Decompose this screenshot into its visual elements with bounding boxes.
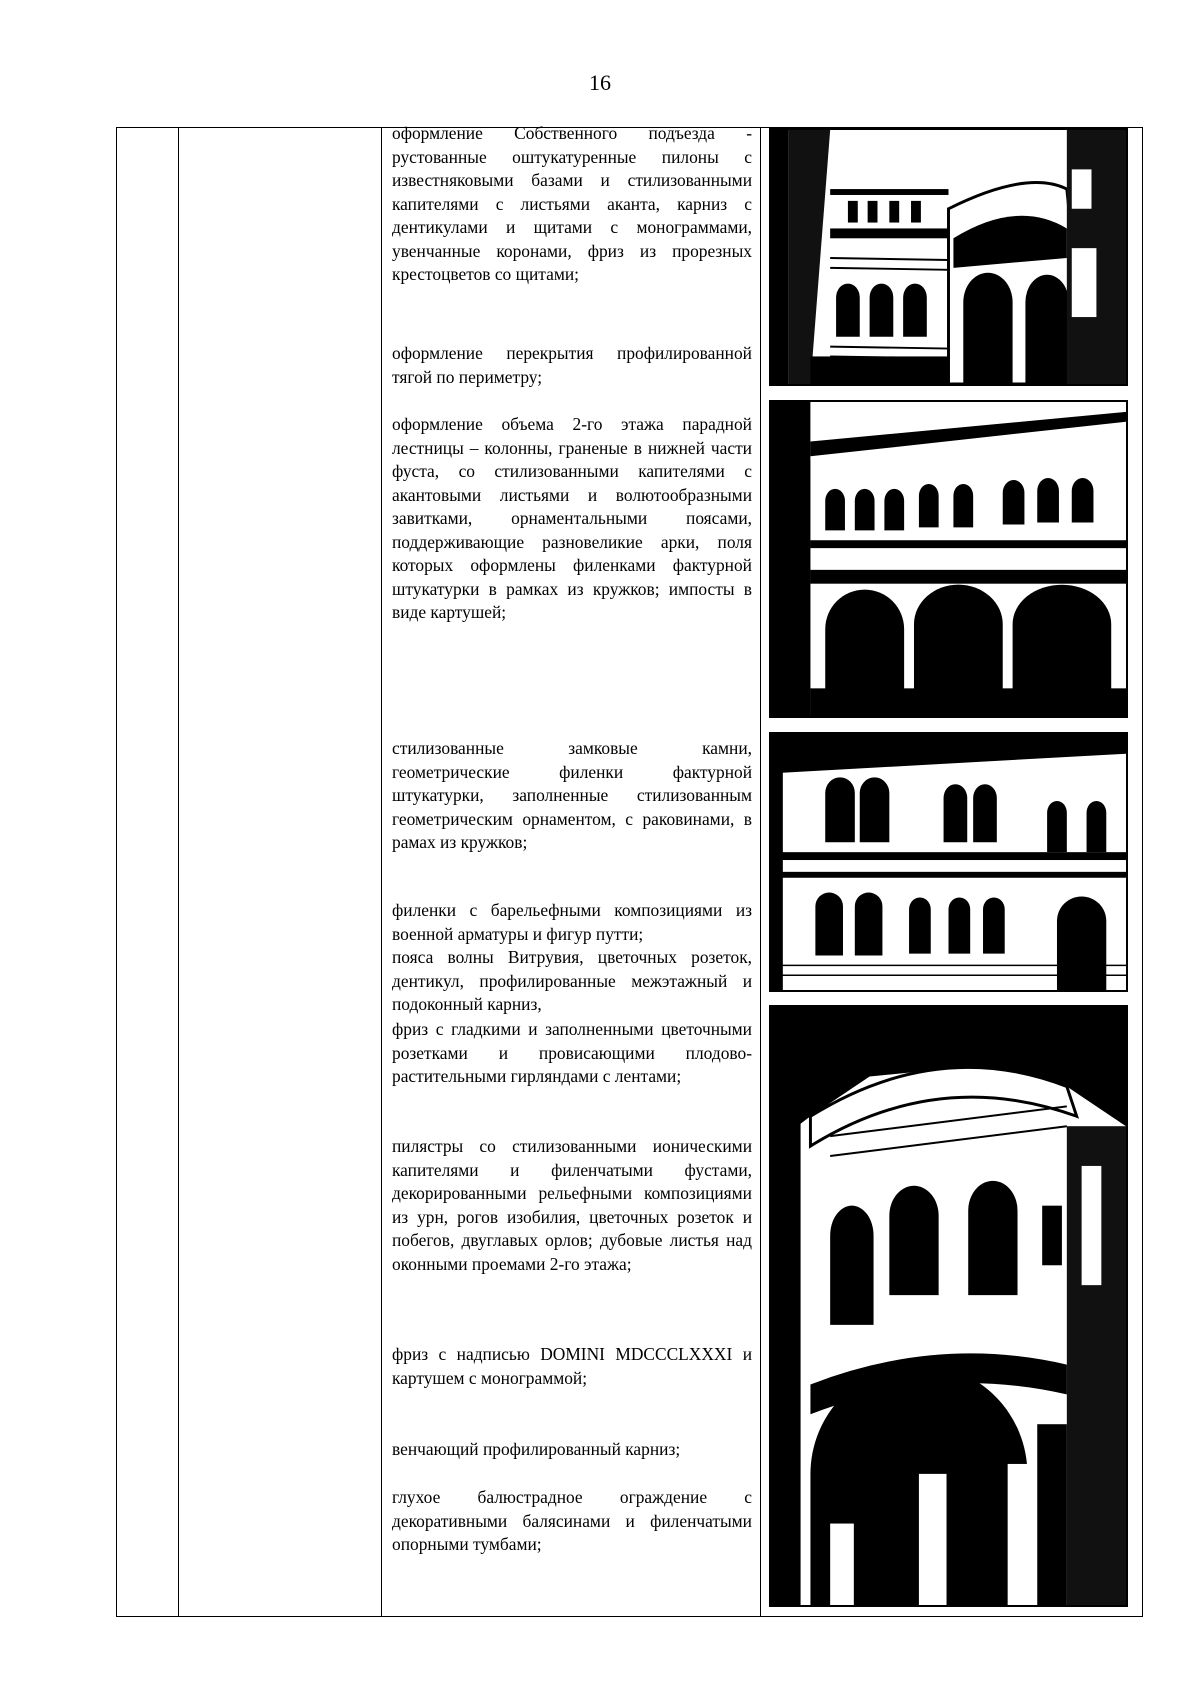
- column-divider: [381, 128, 382, 1616]
- entry-text: глухое балюстрадное ограждение с декоративными балясинами и филенчатыми опорными тумбами;: [392, 1487, 752, 1554]
- entry-text: пояса волны Витрувия, цветочных розеток, дентикул, профилированные межэтажный и подоконный карниз,: [392, 947, 752, 1014]
- column-divider: [178, 128, 179, 1616]
- facade-photo-arcade: [769, 400, 1128, 718]
- entry-text: венчающий профилированный карниз;: [392, 1439, 681, 1459]
- facade-photo-rotunda: [769, 1005, 1128, 1607]
- entry-text: пилястры со стилизованными ионическими капителями и филенчатыми фустами, декорированными рельефными композициями из урн, рогов изобилия, цветочных розеток и побегов, двуглавых орлов; дубовые листья над оконными проемами 2-го этажа;: [392, 1136, 752, 1274]
- column-divider: [760, 128, 761, 1616]
- facade-photo-windows: [769, 732, 1128, 992]
- entry-text: оформление перекрытия профилированной тягой по периметру;: [392, 343, 752, 387]
- page-number: 16: [589, 70, 611, 95]
- entry-text: филенки с барельефными композициями из военной арматуры и фигур путти;: [392, 900, 752, 944]
- entry-text: фриз с гладкими и заполненными цветочными розетками и провисающими плодово-растительными гирляндами с лентами;: [392, 1019, 752, 1086]
- entry-text: стилизованные замковые камни, геометрические филенки фактурной штукатурки, заполненные стилизованным геометрическим орнаментом, с раковинами, в рамах из кружков;: [392, 738, 752, 852]
- entry-text: фриз с надписью DOMINI MDCCCLXXXI и картушем с монограммой;: [392, 1344, 752, 1388]
- entry-text: оформление объема 2-го этажа парадной лестницы – колонны, граненые в нижней части фуста, со стилизованными капителями с акантовыми листьями и волютообразными завитками, орнаментальными поясами, поддерживающие разновеликие арки, поля которых оформлены филенками фактурной штукатурки в рамках из кружков; импосты в виде картушей;: [392, 414, 752, 622]
- heritage-table: [116, 123, 1143, 1617]
- facade-photo-entrance: [769, 128, 1128, 386]
- entry-text: оформление Собственного подъезда - рустованные оштукатуренные пилоны с известняковыми базами и стилизованными капителями с листьями аканта, карниз с дентикулами и щитами с монограммами, увенчанные коронами, фриз из прорезных крестоцветов со щитами;: [392, 123, 752, 284]
